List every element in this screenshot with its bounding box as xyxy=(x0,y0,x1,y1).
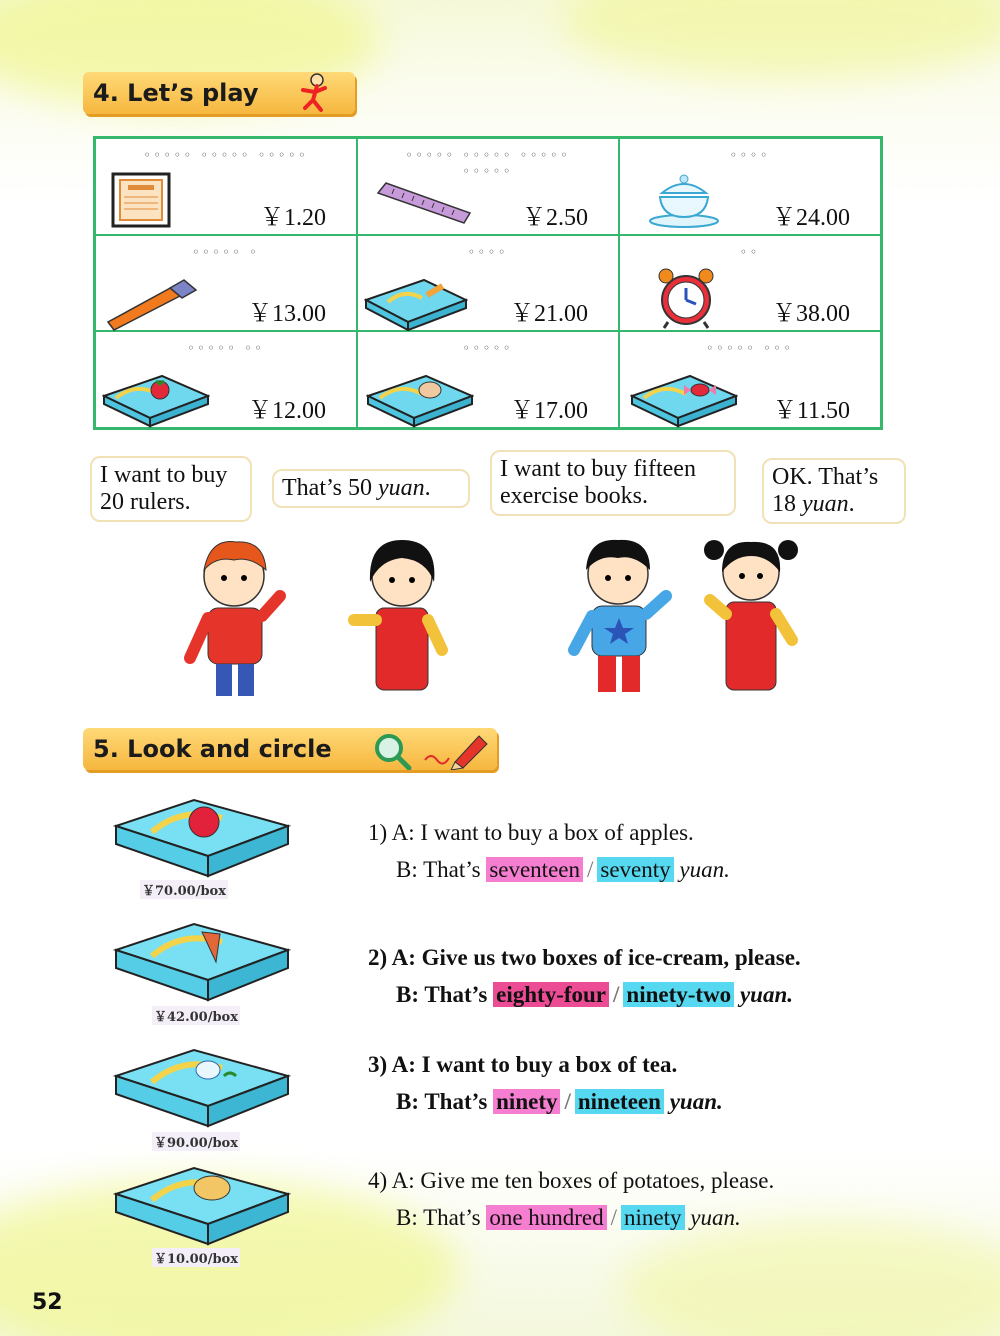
dialog-question: 4) A: Give me ten boxes of potatoes, please. xyxy=(368,1168,775,1193)
box-item-tea xyxy=(112,1046,298,1152)
box-price-label: ￥90.00/box xyxy=(152,1132,240,1151)
dialog-answer-prefix: B: That’s xyxy=(396,1089,488,1114)
bubble-line: I want to buy fifteen xyxy=(500,456,696,482)
background-glow xyxy=(560,0,1000,80)
answer-dots: ◦◦◦◦◦ ◦◦ xyxy=(187,341,265,356)
ruler-icon xyxy=(374,179,474,227)
apple-box-icon xyxy=(112,796,292,878)
answer-dots: ◦◦◦◦◦ ◦◦◦◦◦ ◦◦◦◦◦ ◦◦◦◦◦ xyxy=(405,148,571,178)
speech-bubble-3 xyxy=(490,450,736,516)
answer-option-1[interactable]: ninety xyxy=(493,1089,560,1114)
girl-pigtails-illustration xyxy=(702,530,802,695)
item-price: ￥24.00 xyxy=(772,204,850,231)
bubble-end: . xyxy=(424,475,431,501)
tea-cup-icon xyxy=(648,169,720,229)
bubble-line: 20 rulers. xyxy=(100,489,191,515)
box-price-label: ￥70.00/box xyxy=(140,880,228,899)
dialog-answer-suffix: yuan. xyxy=(739,982,793,1007)
box-item-ice-cream xyxy=(112,920,298,1026)
section-5-banner xyxy=(83,728,497,770)
tea-box-icon xyxy=(112,1046,292,1130)
item-price: ￥2.50 xyxy=(522,204,588,231)
item-price: ￥21.00 xyxy=(510,301,588,328)
ice-cream-box-icon xyxy=(112,920,292,1004)
answer-option-1[interactable]: one hundred xyxy=(486,1205,606,1230)
price-cell-pencil-box xyxy=(357,235,619,332)
bubble-end: . xyxy=(848,491,855,517)
item-price: ￥17.00 xyxy=(510,397,588,424)
bubble-italic: yuan xyxy=(802,491,849,517)
bubble-line: exercise books. xyxy=(500,483,648,509)
answer-option-2[interactable]: ninety-two xyxy=(623,982,734,1007)
answer-dots: ◦◦ xyxy=(739,244,761,259)
bubble-text: 18 xyxy=(772,491,802,517)
bubble-italic: yuan xyxy=(378,475,425,501)
dialog-question: 2) A: Give us two boxes of ice-cream, please. xyxy=(368,945,801,970)
item-price: ￥38.00 xyxy=(772,301,850,328)
pencil-icon xyxy=(421,730,491,770)
price-grid xyxy=(93,136,883,430)
dialog-answer-suffix: yuan. xyxy=(669,1089,723,1114)
item-price: ￥11.50 xyxy=(772,397,850,424)
price-cell-ruler xyxy=(357,138,619,235)
price-cell-candy-box xyxy=(619,331,881,428)
price-cell-exercise-book xyxy=(95,138,357,235)
dialog-question: 1) A: I want to buy a box of apples. xyxy=(368,820,694,845)
answer-dots: ◦◦◦◦◦ ◦◦◦ xyxy=(706,341,794,356)
box-price-label: ￥10.00/box xyxy=(152,1248,240,1267)
price-cell-alarm-clock xyxy=(619,235,881,332)
alarm-clock-icon xyxy=(654,266,718,330)
answer-option-2[interactable]: seventy xyxy=(597,857,673,882)
answer-dots: ◦◦◦◦ xyxy=(467,244,509,259)
dialog-question: 3) A: I want to buy a box of tea. xyxy=(368,1052,678,1077)
box-item-apples xyxy=(112,796,298,898)
price-cell-strawberry-box xyxy=(95,331,357,428)
item-price: ￥12.00 xyxy=(248,397,326,424)
dialog-2: 2) A: Give us two boxes of ice-cream, please. B: That’s eighty-four / ninety-two yuan. xyxy=(368,939,801,1013)
box-item-potatoes xyxy=(112,1164,298,1268)
background-glow xyxy=(620,1220,1000,1336)
speech-bubble-2 xyxy=(272,469,470,508)
dialog-4: 4) A: Give me ten boxes of potatoes, please. B: That’s one hundred / ninety yuan. xyxy=(368,1162,774,1236)
exercise-book-icon xyxy=(110,171,172,229)
dialog-answer-prefix: B: That’s xyxy=(396,1205,481,1230)
speech-bubble-1 xyxy=(90,456,252,522)
answer-dots: ◦◦◦◦◦ ◦◦◦◦◦ ◦◦◦◦◦ xyxy=(143,148,309,162)
magnifier-icon xyxy=(371,730,415,770)
pencil-box-icon xyxy=(364,276,468,332)
answer-dots: ◦◦◦◦◦ ◦ xyxy=(192,244,260,259)
pen-icon xyxy=(104,278,200,332)
bubble-text: That’s 50 xyxy=(282,475,378,501)
dialog-answer-prefix: B: That’s xyxy=(396,982,488,1007)
section-5-title: 5. Look and circle xyxy=(93,735,332,763)
boy-red-jacket-illustration xyxy=(180,530,290,700)
candy-box-icon xyxy=(630,372,738,428)
running-boy-icon xyxy=(291,72,339,116)
egg-box-icon xyxy=(366,372,474,428)
answer-option-1[interactable]: seventeen xyxy=(486,857,583,882)
dialog-answer-suffix: yuan. xyxy=(679,857,730,882)
page-number: 52 xyxy=(32,1290,63,1315)
bubble-line: OK. That’s xyxy=(772,464,879,490)
box-price-label: ￥42.00/box xyxy=(152,1006,240,1025)
dialog-answer-suffix: yuan. xyxy=(690,1205,741,1230)
dialog-1: 1) A: I want to buy a box of apples. B: That’s seventeen / seventy yuan. xyxy=(368,814,730,888)
answer-dots: ◦◦◦◦ xyxy=(729,148,771,162)
item-price: ￥13.00 xyxy=(248,301,326,328)
item-price: ￥1.20 xyxy=(260,204,326,231)
answer-option-1[interactable]: eighty-four xyxy=(493,982,609,1007)
dialog-answer-prefix: B: That’s xyxy=(396,857,481,882)
price-cell-tea-cup xyxy=(619,138,881,235)
section-4-title: 4. Let’s play xyxy=(93,79,259,107)
speech-bubble-4 xyxy=(762,458,906,524)
section-4-banner xyxy=(83,72,355,114)
girl-red-overalls-illustration xyxy=(346,530,456,695)
price-cell-pen xyxy=(95,235,357,332)
answer-option-2[interactable]: ninety xyxy=(621,1205,685,1230)
strawberry-box-icon xyxy=(102,372,210,428)
dialog-3: 3) A: I want to buy a box of tea. B: That’s ninety / nineteen yuan. xyxy=(368,1046,723,1120)
price-cell-egg-box xyxy=(357,331,619,428)
bubble-line: I want to buy xyxy=(100,462,228,488)
boy-blue-sweater-illustration xyxy=(562,530,677,695)
answer-option-2[interactable]: nineteen xyxy=(575,1089,664,1114)
answer-dots: ◦◦◦◦◦ xyxy=(462,341,514,356)
potato-box-icon xyxy=(112,1164,292,1248)
